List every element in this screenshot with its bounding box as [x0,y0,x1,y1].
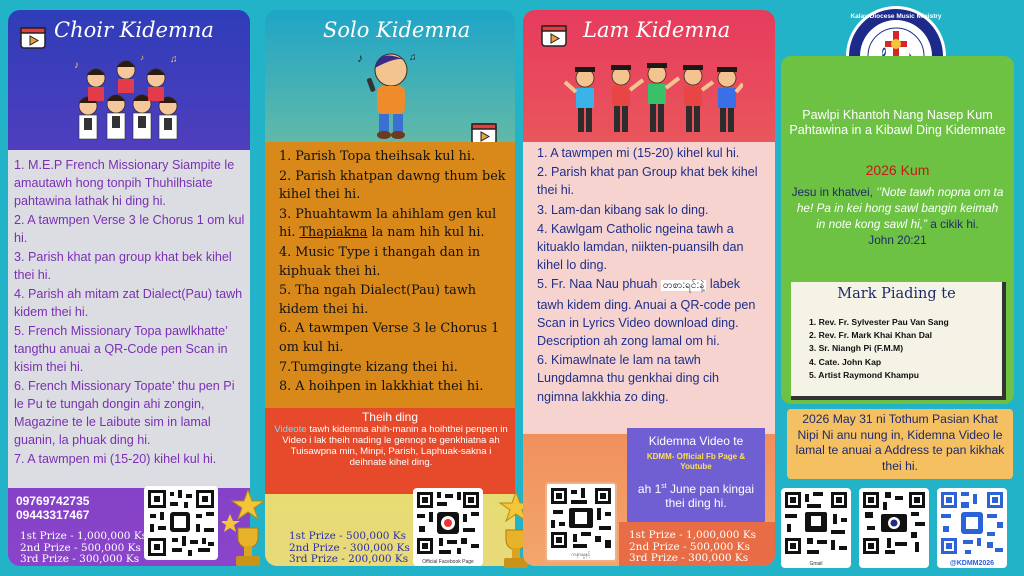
info-panel [781,56,1014,404]
solo-rule-1: 1. Parish Topa theihsak kul hi. [279,149,476,164]
solo-rule-6: 6. A tawmpen Verse 3 le Chorus 1 om kul hi. [279,321,500,355]
lam-lyrics-qr-code[interactable] [545,482,617,562]
lam-prize-1: 1st Prize - 1,000,000 Ks [629,529,757,541]
lam-rule-1: 1. A tawmpen mi (15-20) kihel kul hi. [537,146,740,160]
choir-prize-1: 1st Prize - 1,000,000 Ks [20,530,148,542]
lam-prize-3: 3rd Prize - 300,000 Ks [629,552,749,564]
judges-card [791,282,1006,400]
judge-4: 4. Cate. John Kap [809,356,882,367]
choir-rule-6: 6. French Missionary Topate’ thu pen Pi le Pu te tungah dongin ahi zongin, Magazine te le Laibute sim in lamal guanin, la phuak ding hi. [14,379,235,447]
solo-qr-caption: Official Facebook Page [422,559,474,565]
solo-rule-3: 3. Phuahtawm la ahihlam gen kul hi. Thapiakna la nam hih kul hi. [279,206,497,241]
facebook-qr-code[interactable] [859,488,929,568]
video-info-date: ah 1st June pan kingai thei ding hi. [637,482,755,510]
solo-prize-2: 2nd Prize - 300,000 Ks [289,541,410,554]
judge-1: 1. Rev. Fr. Sylvester Pau Van Sang [809,317,949,327]
choir-qr-code[interactable] [144,486,218,560]
choir-prize-2: 2nd Prize - 500,000 Ks [20,541,141,554]
solo-rule-5: 5. Tha ngah Dialect(Pau) tawh kidem thei hi. [279,283,477,317]
svg-text:♫: ♫ [409,52,417,63]
video-camera-icon [18,22,48,52]
choir-rule-5: 5. French Missionary Topa pawlkhatte’ tangthu anuai a QR-Code pen Scan in kisim thei hi. [14,324,228,374]
svg-text:♪: ♪ [74,60,79,71]
solo-rules-list [279,148,507,398]
solo-notice-card [265,408,515,494]
choir-title: Choir Kidemna [54,18,214,42]
choir-prize-3: 3rd Prize - 300,000 Ks [20,553,140,565]
kdmm2026-qr-caption: @KDMM2026 [949,560,995,567]
choir-rule-7: 7. A tawmpen mi (15-20) kihel kul hi. [14,452,217,466]
choir-rule-3: 3. Parish khat pan group khat bek kihel thei hi. [14,250,232,282]
phone-number-1: 09769742735 [16,494,90,508]
lam-prize-2: 2nd Prize - 500,000 Ks [629,540,750,553]
video-camera-icon [539,20,569,50]
choir-rule-4: 4. Parish ah mitam zat Dialect(Pau) tawh kidem thei hi. [14,287,243,319]
solo-title: Solo Kidemna [323,18,471,42]
gmail-qr-code[interactable] [781,488,851,568]
solo-rules-card [265,142,515,408]
phone-number-2: 09443317467 [16,508,90,522]
judge-2: 2. Rev. Fr. Mark Khai Khan Dal [809,330,933,341]
lam-prize-card [619,522,775,566]
info-year: 2026 Kum [865,162,930,178]
lam-rule-4: 4. Kawlgam Catholic ngeina tawh a kituaklo lamdan, niikten-puansilh dan kihel lo ding. [537,221,744,273]
judges-title: Mark Piading te [837,286,956,302]
lam-rule-2: 2. Parish khat pan Group khat bek kihel thei hi. [537,165,758,198]
solo-facebook-qr-code[interactable] [413,488,483,566]
choir-rules-card [8,150,250,488]
lam-rule-3: 3. Lam-dan kibang sak lo ding. [537,202,709,217]
choir-contacts [16,494,89,522]
solo-notice-title: Theih ding [361,410,419,424]
solo-rule-4: 4. Music Type i thangah dan in kiphuak thei hi. [279,244,481,279]
solo-panel [265,10,515,566]
info-heading: Pawlpi Khantoh Nang Nasep Kum Pahtawina in a Kibawl Ding Kidemnate [789,108,1006,137]
judge-5: 5. Artist Raymond Khampu [809,369,919,380]
lam-rule-6: 6. Kimawlnate le lam na tawh Lungdamna thu genkhai ding cih ngimna lakkhia zo ding. [537,353,720,404]
video-info-source: KDMM- Official Fb Page & Youtube [646,452,746,471]
solo-notice-body: Videote tawh kidemna ahih-manin a hoihthei penpen in Video i lak theih nading le gennop te genkhiatna ah Tuisawpna min, Minpi, Parish, Laphuak-sakna i deihnate kihel ding. [274,424,508,468]
logo-top-text: Kalay Diocese Music Ministry [850,13,942,20]
solo-rule-7: 7.Tumgingte kizang thei hi. [279,359,458,375]
lam-title: Lam Kidemna [583,18,731,42]
video-info-title: Kidemna Video te [648,434,744,448]
info-verse: Jesu in khatvei, ‘’Note tawh nopna om ta he! Pa in kei hong sawl bangin keimah in note kong sawl hi,” a cikik hi. John 20:21 [791,185,1004,247]
lam-rules-card [523,142,775,434]
lam-panel [523,10,775,566]
solo-prize-1: 1st Prize - 500,000 Ks [289,530,407,542]
choir-rules-list [14,156,246,469]
info-verse-reference: John 20:21 [868,233,927,247]
gmail-qr-caption: Gmail [809,561,823,567]
svg-text:♪: ♪ [140,53,144,62]
lam-rules-list [537,144,763,407]
choir-rule-1: 1. M.E.P French Missionary Siampite le amautawh hong tonpih Thuhilhsiate pahtawina lathak hi ding hi. [14,158,235,208]
song-name-label: တစာ:ရင်:နဲ့ [662,280,705,292]
solo-rule-3-underlined: Thapiakna [299,225,368,241]
choir-singers-illustration [66,48,186,146]
judge-3: 3. Sr. Niangh Pi (F.M.M) [809,343,904,354]
choir-rule-2: 2. A tawmpen Verse 3 le Chorus 1 om kul hi. [14,213,245,245]
choir-prize-list [20,531,147,566]
judges-list [809,316,949,382]
deadline-text: 2026 May 31 ni Tothum Pasian Khat Nipi Ni anu nung in, Kidemna Video le lamal te anuai a Address te pan kikhak thei hi. [795,412,1005,473]
svg-text:♪: ♪ [357,51,363,65]
dancers-illustration [563,58,743,142]
video-info-card [627,428,765,524]
choir-panel [8,10,250,566]
svg-text:♫: ♫ [170,54,178,65]
kdmm2026-qr-code[interactable] [937,488,1007,568]
solo-singer-illustration [357,46,423,142]
deadline-card [787,409,1013,479]
lam-rule-5: 5. Fr. Naa Nau phuah တစာ:ရင်:နဲ့ labek tawh kidem ding. Anuai a QR-code pen Scan in Lyrics Video download ding. Description ah zong lamal om hi. [537,277,756,349]
solo-rule-8: 8. A hoihpen in lakkhiat thei hi. [279,379,484,395]
lam-prize-list [629,530,756,565]
solo-rule-2: 2. Parish khatpan dawng thum bek kihel thei hi. [279,168,506,203]
solo-prize-list [289,531,410,566]
solo-prize-3: 3rd Prize - 200,000 Ks [289,553,409,565]
lam-qr-caption: ကနားမှုနင့် [571,552,591,558]
